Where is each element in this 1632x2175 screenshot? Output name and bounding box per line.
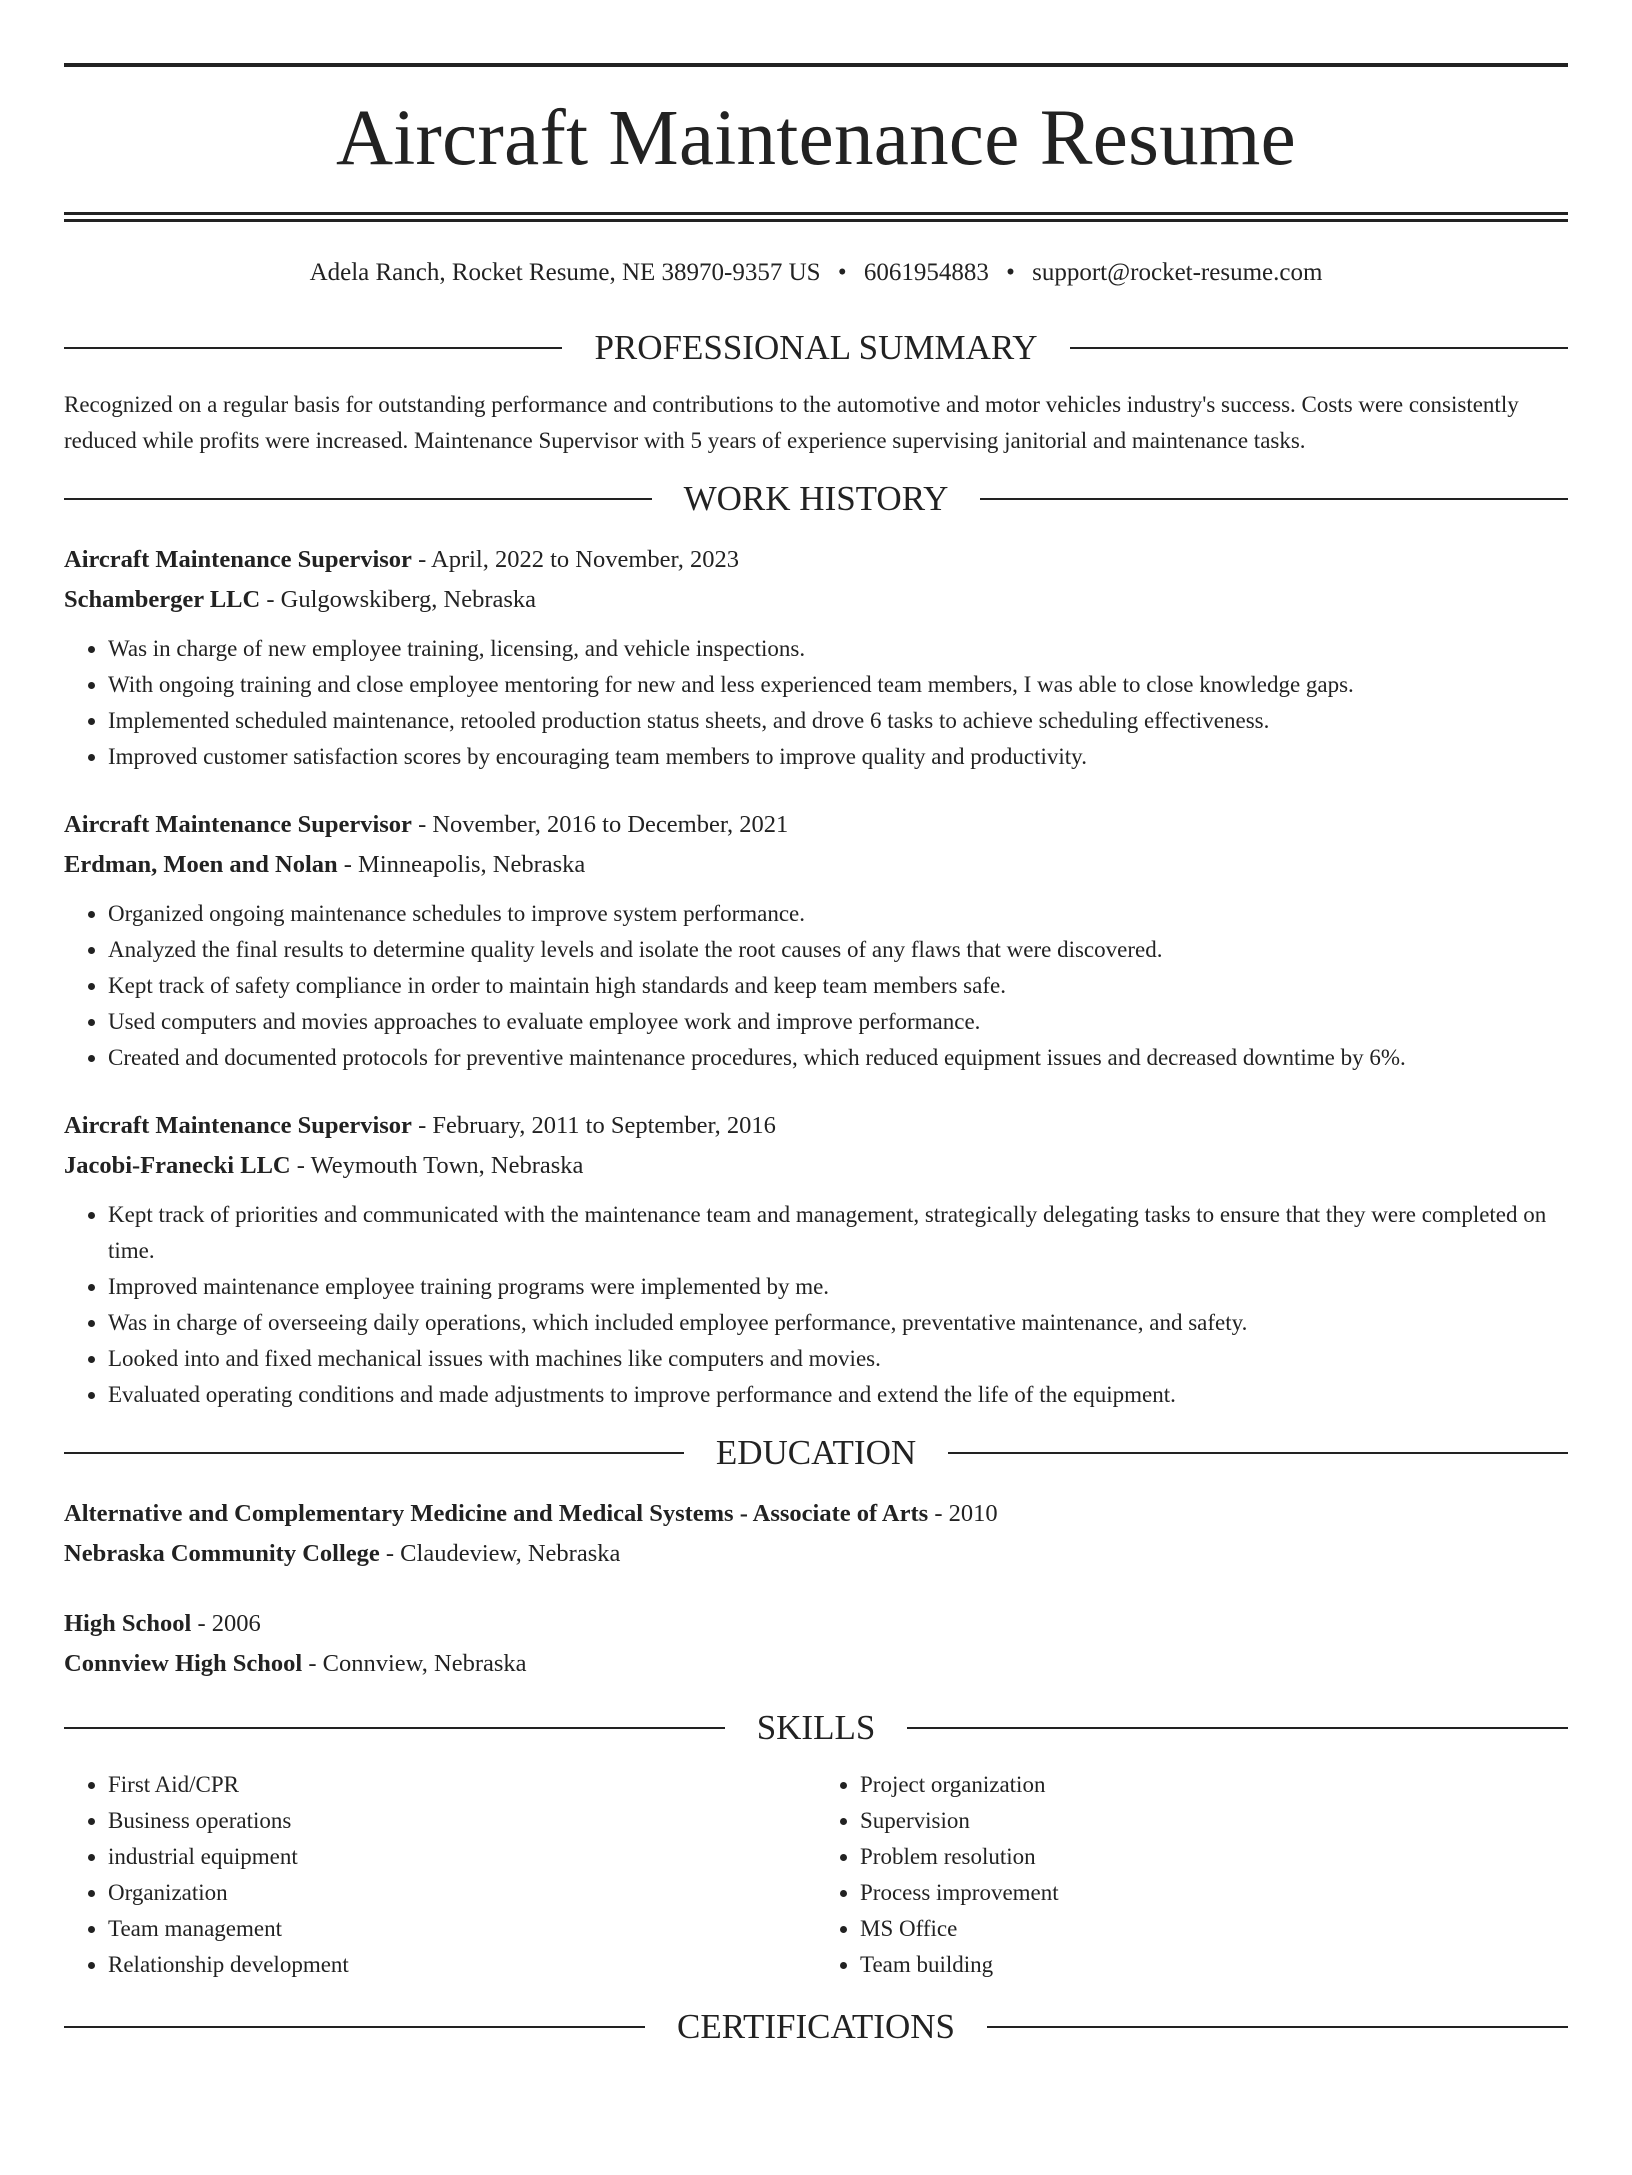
contact-email: support@rocket-resume.com: [1032, 259, 1323, 286]
list-item: • Team building: [860, 1947, 1568, 1983]
job-bullets: [64, 1197, 1568, 1413]
education-school: Nebraska Community College: [64, 1540, 380, 1567]
section-rule: [64, 1452, 684, 1454]
job-company-line: [64, 1146, 1568, 1186]
section-rule: [64, 2026, 645, 2028]
list-item: • Process improvement: [860, 1875, 1568, 1911]
section-header-skills: [64, 1710, 1568, 1745]
education-entry: [64, 1604, 1568, 1684]
education-year: - 2006: [191, 1610, 261, 1637]
skills-list-right: [816, 1767, 1568, 1983]
job-dates: - April, 2022 to November, 2023: [411, 546, 739, 573]
job-bullets: [64, 631, 1568, 775]
job-title: Aircraft Maintenance Supervisor: [64, 1112, 412, 1139]
job-entry: [64, 1106, 1568, 1413]
list-item: • Implemented scheduled maintenance, retooled production status sheets, and drove 6 tasks to achieve scheduling effectiveness.: [108, 703, 1568, 739]
job-company: Jacobi-Franecki LLC: [64, 1152, 291, 1179]
education-location: - Connview, Nebraska: [302, 1650, 527, 1677]
education-year: - 2010: [928, 1500, 998, 1527]
section-rule: [907, 1727, 1568, 1729]
resume-title: Aircraft Maintenance Resume: [335, 95, 1297, 182]
list-item: • Looked into and fixed mechanical issues with machines like computers and movies.: [108, 1341, 1568, 1377]
job-title-line: [64, 805, 1568, 845]
section-rule: [1070, 347, 1568, 349]
list-item: • industrial equipment: [108, 1839, 816, 1875]
list-item: • MS Office: [860, 1911, 1568, 1947]
skills-columns: [64, 1767, 1568, 1983]
contact-phone: 6061954883: [863, 259, 989, 286]
section-rule: [948, 1452, 1568, 1454]
section-rule: [64, 1727, 725, 1729]
job-entry: [64, 540, 1568, 775]
list-item: • Created and documented protocols for preventive maintenance procedures, which reduced equipment issues and decreased downtime by 6%.: [108, 1040, 1568, 1076]
job-company: Erdman, Moen and Nolan: [64, 851, 338, 878]
top-rule: [64, 63, 1568, 67]
list-item: • Improved maintenance employee training programs were implemented by me.: [108, 1269, 1568, 1305]
list-item: • Was in charge of new employee training, licensing, and vehicle inspections.: [108, 631, 1568, 667]
section-header-education: [64, 1435, 1568, 1470]
education-entry: [64, 1494, 1568, 1574]
skills-list-left: [64, 1767, 816, 1983]
job-company-line: [64, 845, 1568, 885]
list-item: • Was in charge of overseeing daily operations, which included employee performance, preventative maintenance, and safety.: [108, 1305, 1568, 1341]
list-item: • Business operations: [108, 1803, 816, 1839]
list-item: • Improved customer satisfaction scores by encouraging team members to improve quality and productivity.: [108, 739, 1568, 775]
education-location: - Claudeview, Nebraska: [379, 1540, 621, 1567]
list-item: • Team management: [108, 1911, 816, 1947]
job-location: - Gulgowskiberg, Nebraska: [260, 586, 537, 613]
list-item: • Evaluated operating conditions and made adjustments to improve performance and extend the life of the equipment.: [108, 1377, 1568, 1413]
list-item: • Relationship development: [108, 1947, 816, 1983]
list-item: • Analyzed the final results to determine quality levels and isolate the root causes of any flaws that were discovered.: [108, 932, 1568, 968]
list-item: • Used computers and movies approaches to evaluate employee work and improve performance.: [108, 1004, 1568, 1040]
list-item: • First Aid/CPR: [108, 1767, 816, 1803]
education-degree-line: [64, 1494, 1568, 1534]
list-item: • Kept track of safety compliance in order to maintain high standards and keep team members safe.: [108, 968, 1568, 1004]
job-location: - Minneapolis, Nebraska: [337, 851, 586, 878]
contact-separator: •: [1006, 259, 1015, 286]
contact-separator: •: [837, 259, 847, 286]
section-title: EDUCATION: [715, 1433, 917, 1472]
job-title-line: [64, 1106, 1568, 1146]
job-dates: - February, 2011 to September, 2016: [411, 1112, 776, 1139]
section-rule: [980, 498, 1568, 500]
section-title: CERTIFICATIONS: [677, 2007, 955, 2046]
education-school-line: [64, 1644, 1568, 1684]
job-title: Aircraft Maintenance Supervisor: [64, 811, 412, 838]
job-dates: - November, 2016 to December, 2021: [411, 811, 789, 838]
job-entry: [64, 805, 1568, 1076]
job-location: - Weymouth Town, Nebraska: [290, 1152, 584, 1179]
education-school-line: [64, 1534, 1568, 1574]
list-item: • With ongoing training and close employee mentoring for new and less experienced team members, I was able to close knowledge gaps.: [108, 667, 1568, 703]
job-title-line: [64, 540, 1568, 580]
job-bullets: [64, 896, 1568, 1076]
summary-text: Recognized on a regular basis for outstanding performance and contributions to the automotive and motor vehicles industry's success. Costs were consistently reduced while profits were increased. Maintenance Supervisor with 5 years of experience supervising janitorial and maintenance tasks.: [64, 392, 1519, 453]
list-item: • Kept track of priorities and communicated with the maintenance team and management, strategically delegating tasks to ensure that they were completed on time.: [108, 1197, 1568, 1269]
list-item: • Organized ongoing maintenance schedules to improve system performance.: [108, 896, 1568, 932]
section-title: PROFESSIONAL SUMMARY: [594, 328, 1038, 367]
section-rule: [64, 498, 652, 500]
list-item: • Organization: [108, 1875, 816, 1911]
list-item: • Project organization: [860, 1767, 1568, 1803]
section-title: WORK HISTORY: [683, 479, 949, 518]
job-company-line: [64, 580, 1568, 620]
education-degree-line: [64, 1604, 1568, 1644]
section-rule: [64, 347, 562, 349]
list-item: • Problem resolution: [860, 1839, 1568, 1875]
section-header-summary: [64, 330, 1568, 365]
education-degree: High School: [64, 1610, 192, 1637]
section-rule: [987, 2026, 1568, 2028]
contact-address: Adela Ranch, Rocket Resume, NE 38970-9357 US: [309, 259, 821, 286]
job-title: Aircraft Maintenance Supervisor: [64, 546, 412, 573]
contact-line: [64, 258, 1568, 288]
job-company: Schamberger LLC: [64, 586, 261, 613]
section-title: SKILLS: [756, 1708, 876, 1747]
section-header-certifications: [64, 2009, 1568, 2044]
education-school: Connview High School: [64, 1650, 303, 1677]
resume-page: [0, 63, 1632, 2175]
education-degree: Alternative and Complementary Medicine and Medical Systems - Associate of Arts: [64, 1500, 929, 1527]
list-item: • Supervision: [860, 1803, 1568, 1839]
section-header-work-history: [64, 481, 1568, 516]
title-double-rule: [64, 212, 1568, 222]
